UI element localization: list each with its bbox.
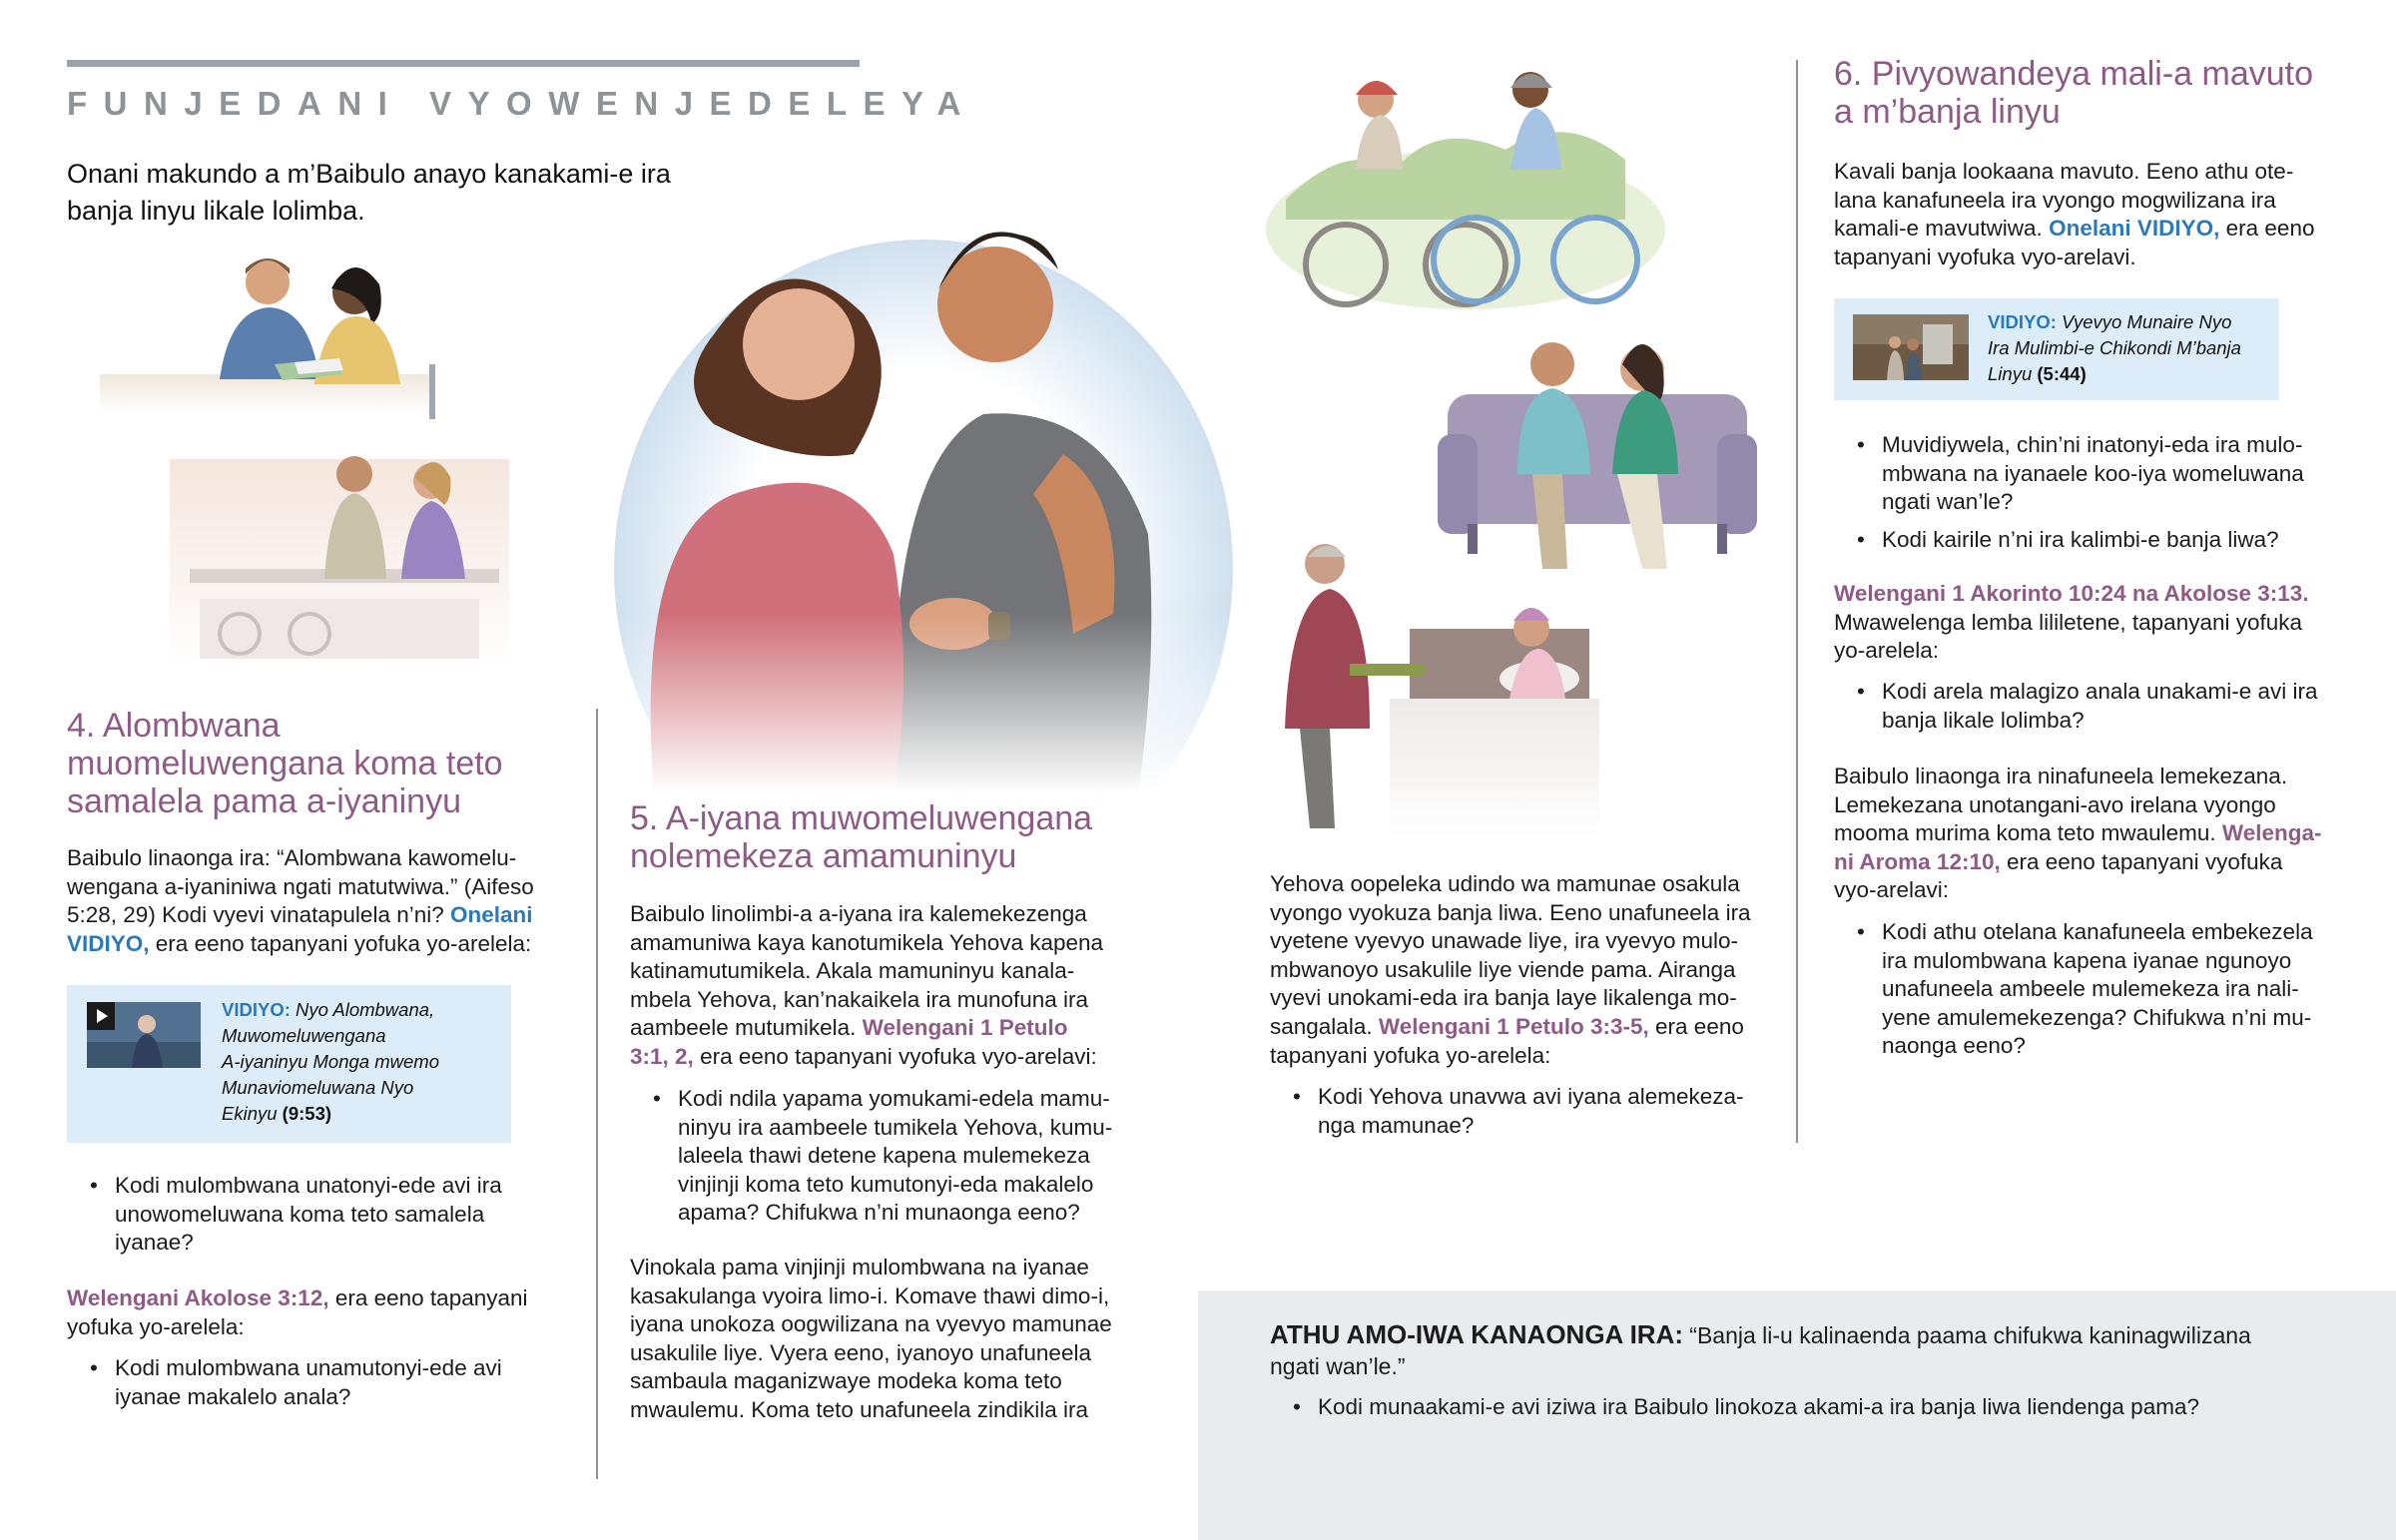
text-line [1270,1319,2288,1351]
section-4-question-list-2 [67,1354,586,1411]
question-item: • Kodi munaakami-e avi iziwa ira Baibulo linokoza akami-a ira banja liwa liendenga pama? [1270,1393,2348,1422]
couple-kitchen-illustration [170,439,519,679]
video-title-line: Ira Mulimbi-e Chikondi M’banja [1988,337,2241,358]
heading-line: nolemekeza amamuninyu [630,837,1017,875]
column-divider [1796,60,1798,1143]
text-line: wengana a-iyaniniwa ngati matutwiwa.” (Aifeso [67,873,534,899]
watch-video-link[interactable]: Onelani [450,902,533,928]
video-title-line: Vyevyo Munaire Nyo [2062,311,2232,332]
play-icon[interactable] [87,1002,115,1030]
text-line: yo-arelela: [1834,638,1940,664]
text-span: sangalala. [1270,1013,1373,1039]
scripture-reference[interactable]: Welengani 1 Petulo [862,1015,1068,1041]
column-divider [596,709,598,1479]
text-line: Mwawelenga lemba lililetene, tapanyani yofuka [1834,609,2303,635]
section-5-paragraph-2 [630,1254,1189,1425]
text-line: ninyu ira aambeele tumikela Yehova, kumu- [678,1114,1113,1140]
text-line: vyevi unokami-eda ira banja laye likalenga mo- [1270,985,1737,1011]
text-span: kamali-e mavutwiwa. [1834,216,2043,242]
some-people-say-label: ATHU AMO-IWA KANAONGA IRA: [1270,1319,1684,1349]
text-span: era eeno tapanyani vyofuka [2007,848,2283,874]
question-item [1834,431,2373,517]
text-span: era eeno tapanyani yofuka yo-arelela: [155,930,532,956]
text-line: banja likale lolimba? [1882,707,2085,733]
question-item [630,1085,1189,1228]
section-6-question-list-3 [1834,918,2373,1061]
text-line: Baibulo linaonga ira ninafuneela lemekezana. [1834,764,2288,788]
video-title-line: Munaviomeluwana Nyo [222,1077,414,1098]
text-line [1270,1013,1789,1042]
text-line [630,1043,1189,1072]
couple-holding-hands-illustration [594,195,1243,793]
text-line: • Kodi mulombwana unamutonyi-ede avi [115,1355,502,1380]
video-thumbnail[interactable] [1853,314,1969,380]
text-line [67,1284,586,1313]
text-line: amamuniwa kaya kanotumikela Yehova kapena [630,929,1104,955]
text-line: mbwana na iyanaele koo-iya womeluwana [1882,460,2304,486]
text-line: vyo-arelavi: [1834,877,1950,903]
video-caption [222,997,501,1127]
text-line: • Muvidiywela, chin’ni inatonyi-eda ira mulo- [1882,432,2303,457]
text-line: iyanae makalelo anala? [115,1383,351,1409]
text-line: katinamutumikela. Akala mamuninyu kanala- [630,958,1075,984]
section-6-question-list [1834,431,2373,554]
text-span: mooma murima koma teto mwaulemu. [1834,820,2216,846]
text-span: era eeno [2225,216,2315,242]
watch-video-link[interactable]: Onelani VIDIYO, [2049,216,2220,242]
video-duration: (9:53) [282,1103,332,1124]
text-line: Baibulo linaonga ira: “Alombwana kawomelu- [67,845,517,870]
section-4-question-list [67,1172,586,1258]
video-label: VIDIYO: [222,999,291,1020]
text-line: yene amulemekezenga? Chifukwa n’ni mu- [1882,1004,2312,1030]
video-card-love[interactable] [1834,298,2279,400]
text-line: usakulile liye. Vyera eeno, iyanoyo unafuneela [630,1339,1091,1365]
text-line: Yehova oopeleka udindo wa mamunae osakula [1270,871,1740,896]
text-line: • Kodi mulombwana unatonyi-ede avi ira [115,1173,502,1198]
text-line [67,901,586,930]
video-title-line: Muwomeluwengana [222,1025,386,1046]
heading-line: 4. Alombwana [67,707,281,745]
text-line: vinjinji koma teto kumutonyi-eda makalelo [678,1171,1094,1197]
quote-text: ngati wan’le.” [1270,1353,1406,1379]
section-6-question-list-2 [1834,678,2373,735]
section-4-paragraph [67,844,586,958]
caption-line [222,1101,501,1127]
question-item [1270,1083,1789,1140]
text-span: era eeno tapanyani vyofuka vyo-arelavi: [700,1043,1097,1069]
section-kicker: FUNJEDANI VYOWENJEDELEYA [67,85,977,122]
scripture-reference[interactable]: 3:1, 2, [630,1043,694,1069]
text-line: lana kanafuneela ira vyongo mogwilizana ira [1834,187,2276,213]
text-line: • Kodi athu otelana kanafuneela embekezela [1882,919,2313,944]
text-line [1834,848,2373,877]
caption-line [222,997,501,1023]
text-line: Vinokala pama vinjinji mulombwana na iyanae [630,1255,1089,1280]
section-6-paragraph [1834,158,2373,271]
text-line: naonga eeno? [1882,1033,2026,1059]
video-title-line: Linyu [1988,363,2033,384]
some-people-say-text [1270,1319,2288,1381]
question-item [1834,678,2373,735]
text-line: • Kodi ndila yapama yomukami-edela mamu- [678,1086,1110,1111]
couple-video-thumbnail-image [1853,314,1969,380]
text-line: kasakulanga vyoira limo-i. Komave thawi dimo-i, [630,1283,1110,1308]
scripture-reference[interactable]: Welengani Akolose 3:12, [67,1285,329,1310]
text-line: • Kodi Yehova unavwa avi iyana alemekeza- [1318,1084,1744,1109]
section-4-heading [67,707,626,820]
heading-line: muomeluwengana koma teto [67,745,503,782]
section-mid-question-list [1270,1083,1789,1140]
text-line: sambaula maganizwaye modeka koma teto [630,1368,1062,1394]
caption-line [1988,361,2272,387]
text-line: laleela thawi detene kapena mulemekeza [678,1143,1090,1169]
text-line: unafuneela ambeele mulemekeza ira nali- [1882,976,2299,1002]
video-title-line: Ekinyu [222,1103,278,1124]
video-title-line: A-iyaninyu Monga mwemo [222,1051,439,1072]
scripture-reference[interactable]: ni Aroma 12:10, [1834,848,2001,874]
scripture-reference[interactable]: Welengani 1 Petulo 3:3-5, [1378,1013,1649,1039]
top-rule [67,60,860,67]
text-line: iyana unokoza oogwilizana na vyevyo mamunae [630,1311,1112,1337]
video-card-husbands[interactable] [67,985,511,1143]
text-line: tapanyani yofuka yo-arelela: [1270,1042,1551,1068]
heading-line: 5. A-iyana muwomeluwengana [630,799,1093,837]
section-6-paragraph-2 [1834,763,2373,905]
heading-line: a m’banja linyu [1834,93,2061,131]
text-span: era eeno tapanyani [334,1285,528,1310]
question-item [67,1172,586,1258]
couple-cycling-illustration [1256,60,1675,329]
text-span: aambeele mutumikela. [630,1015,857,1041]
section-5-continued-paragraph [1270,870,1789,1070]
text-line: ngati wan’le? [1882,489,2014,515]
text-line [1834,215,2373,244]
text-line: iyanae? [115,1230,194,1256]
text-line: unowomeluwana koma teto samalela [115,1201,485,1227]
video-duration: (5:44) [2037,363,2087,384]
bottom-question-list [1270,1393,2348,1422]
section-5-question-list [630,1085,1189,1228]
couple-studying-illustration [100,245,439,434]
text-line: Kavali banja lookaana mavuto. Eeno athu ote- [1834,159,2294,184]
scripture-reference[interactable]: Welenga- [2221,820,2322,846]
section-6-heading [1834,55,2373,131]
watch-video-link[interactable]: VIDIYO, [67,930,150,956]
heading-line: samalela pama a-iyaninyu [67,782,461,820]
text-line: yofuka yo-arelela: [67,1313,245,1339]
quote-text: “Banja li-u kalinaenda paama chifukwa kaninagwilizana [1689,1322,2251,1348]
text-line: vyongo vyokuza banja liwa. Eeno unafuneela ira [1270,899,1751,925]
section-5-paragraph [630,900,1189,1072]
text-line: • Kodi arela malagizo anala unakami-e avi ira [1882,679,2318,704]
heading-line: 6. Pivyowandeya mali-a mavuto [1834,55,2314,93]
section-4-reference [67,1284,586,1341]
text-line: mbwanoyo usakulile liye viende pama. Airanga [1270,956,1736,982]
section-5-heading [630,799,1189,875]
video-title-line: Nyo Alombwana, [296,999,435,1020]
question-item [1834,526,2373,555]
text-line [630,1014,1189,1043]
video-thumbnail[interactable] [87,1002,201,1068]
text-line: Baibulo linolimbi-a a-iyana ira kalemekezenga [630,901,1087,926]
text-line: apama? Chifukwa n’ni munaonga eeno? [678,1200,1080,1226]
video-caption [1988,309,2272,387]
video-label: VIDIYO: [1988,311,2057,332]
text-line: nga mamunae? [1318,1112,1475,1138]
text-line: vyetene vyevyo unawade liye, ira vyevyo mulo- [1270,928,1738,954]
text-span: era eeno [1655,1013,1744,1039]
text-span: 5:28, 29) Kodi vyevi vinatapulela n’ni? [67,902,444,928]
text-line: ira mulombwana kapena iyanae ngunoyo [1882,947,2292,973]
text-line: • Kodi kairile n’ni ira kalimbi-e banja liwa? [1882,526,2279,552]
text-line: mbela Yehova, kan’nakaikela ira munofuna ira [630,986,1089,1012]
text-line: Lemekezana unotangani-avo irelana vyongo [1834,791,2276,817]
question-item [67,1354,586,1411]
text-line [1834,819,2373,848]
question-item [1834,918,2373,1061]
section-6-reference [1834,580,2373,666]
text-line [67,930,586,959]
text-line: mwaulemu. Koma teto unafuneela zindikila ira [630,1396,1088,1422]
caption-line [1988,309,2272,335]
text-line: tapanyani vyofuka vyo-arelavi. [1834,244,2136,269]
husband-caring-illustration [1270,529,1609,848]
intro-text: Onani makundo a m’Baibulo anayo kanakami-e ira banja linyu likale lolimba. [67,159,671,226]
scripture-reference[interactable]: Welengani 1 Akorinto 10:24 na Akolose 3:13. [1834,581,2309,606]
